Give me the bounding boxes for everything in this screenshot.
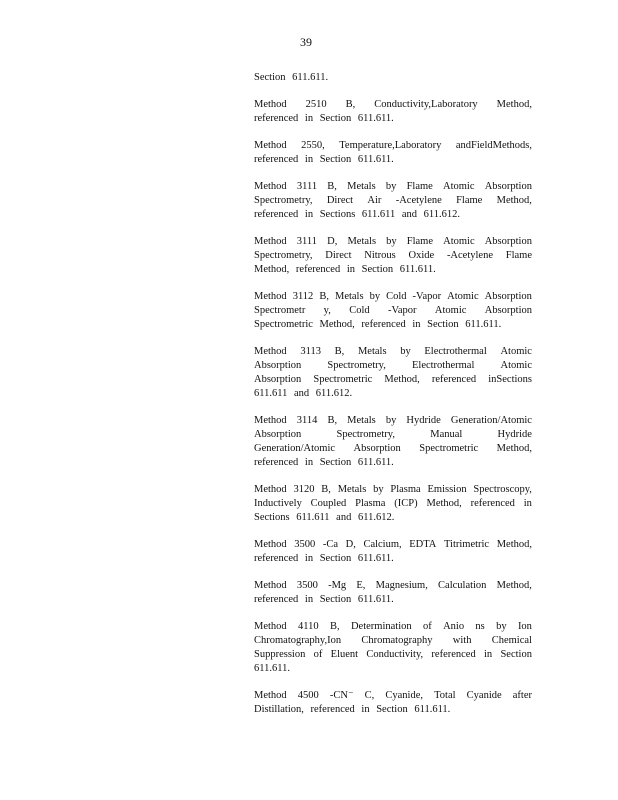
word: Chromatography,Ion bbox=[254, 635, 342, 646]
word: D, bbox=[327, 236, 338, 247]
word: Absorption bbox=[254, 429, 302, 440]
word: Method bbox=[254, 484, 287, 495]
reference-line bbox=[254, 373, 532, 387]
word: by bbox=[385, 181, 397, 192]
reference-line: referenced in Sections 611.611 and 611.612. bbox=[254, 209, 461, 220]
reference-line: referenced in Section 611.611. bbox=[254, 113, 394, 124]
word: Magnesium, bbox=[375, 580, 428, 591]
word: Air bbox=[367, 195, 382, 206]
word: Method bbox=[254, 621, 287, 632]
word: Cold bbox=[386, 291, 407, 302]
word: by bbox=[373, 484, 384, 495]
word: Atomic bbox=[434, 305, 467, 316]
word: Generation/Atomic bbox=[450, 415, 532, 426]
word: Absorption bbox=[484, 291, 532, 302]
word: -Vapor bbox=[412, 291, 442, 302]
reference-entry bbox=[254, 180, 532, 222]
reference-line bbox=[254, 689, 532, 703]
word: Spectrometric bbox=[313, 374, 373, 385]
word: Section bbox=[500, 649, 532, 660]
word: Metals bbox=[347, 181, 376, 192]
word: Coupled bbox=[310, 498, 347, 509]
reference-line bbox=[254, 497, 532, 511]
word: Cold bbox=[349, 305, 370, 316]
word: Electrothermal bbox=[411, 360, 475, 371]
reference-entry bbox=[254, 290, 532, 332]
reference-entry bbox=[254, 71, 532, 85]
word: Determination bbox=[350, 621, 412, 632]
word: 2510 bbox=[305, 99, 327, 110]
word: (ICP) bbox=[394, 498, 418, 509]
word: 3500 bbox=[296, 580, 318, 591]
word: referenced bbox=[431, 374, 477, 385]
word: Atomic bbox=[500, 346, 532, 357]
word: Spectrometric bbox=[419, 443, 479, 454]
word: Hydride bbox=[497, 429, 532, 440]
reference-line: 611.611. bbox=[254, 663, 290, 674]
reference-line: referenced in Section 611.611. bbox=[254, 594, 394, 605]
word: Spectrometry, bbox=[327, 360, 386, 371]
word: with bbox=[452, 635, 472, 646]
word: Method, bbox=[496, 99, 532, 110]
reference-line bbox=[254, 648, 532, 662]
reference-line: referenced in Section 611.611. bbox=[254, 154, 394, 165]
word: Conductivity, bbox=[366, 649, 424, 660]
word: B, bbox=[345, 99, 356, 110]
reference-line bbox=[254, 483, 532, 497]
word: andFieldMethods, bbox=[455, 140, 532, 151]
word: after bbox=[512, 690, 532, 701]
word: Metals bbox=[357, 346, 387, 357]
word: Method bbox=[254, 99, 287, 110]
word: Direct bbox=[326, 195, 354, 206]
word: by bbox=[369, 291, 381, 302]
word: Direct bbox=[325, 250, 352, 261]
word: Spectrometr bbox=[254, 305, 306, 316]
word: 3114 bbox=[296, 415, 318, 426]
word: in bbox=[523, 498, 532, 509]
word: Flame bbox=[505, 250, 532, 261]
reference-entry bbox=[254, 483, 532, 525]
reference-list bbox=[254, 71, 532, 730]
reference-entry bbox=[254, 689, 532, 717]
word: Temperature,Laboratory bbox=[339, 140, 442, 151]
word: Method bbox=[254, 236, 287, 247]
word: Electrothermal bbox=[424, 346, 487, 357]
word: Absorption bbox=[484, 305, 532, 316]
word: 4110 bbox=[298, 621, 319, 632]
word: Absorption bbox=[353, 443, 401, 454]
word: Inductively bbox=[254, 498, 302, 509]
reference-entry bbox=[254, 538, 532, 566]
reference-line bbox=[254, 290, 532, 304]
reference-line: Sections 611.611 and 611.612. bbox=[254, 512, 395, 523]
word: by bbox=[400, 346, 411, 357]
reference-entry bbox=[254, 345, 532, 401]
word: Atomic bbox=[500, 360, 532, 371]
word: Chromatography bbox=[361, 635, 433, 646]
word: B, bbox=[319, 291, 329, 302]
word: by bbox=[496, 621, 507, 632]
word: D, bbox=[345, 539, 356, 550]
word: -CN⁻ bbox=[329, 690, 354, 701]
word: Flame bbox=[406, 181, 433, 192]
word: Atomic bbox=[443, 181, 475, 192]
reference-line: referenced in Section 611.611. bbox=[254, 553, 394, 564]
word: -Acetylene bbox=[446, 250, 493, 261]
word: 4500 bbox=[297, 690, 319, 701]
word: Suppression bbox=[254, 649, 306, 660]
reference-entry bbox=[254, 620, 532, 676]
word: Total bbox=[434, 690, 456, 701]
reference-line: Distillation, referenced in Section 611.611. bbox=[254, 704, 451, 715]
reference-line bbox=[254, 235, 532, 249]
word: in bbox=[484, 649, 493, 660]
reference-line bbox=[254, 139, 532, 153]
word: Plasma bbox=[355, 498, 386, 509]
reference-line bbox=[254, 345, 532, 359]
word: Oxide bbox=[408, 250, 435, 261]
word: inSections bbox=[488, 374, 532, 385]
word: -Vapor bbox=[387, 305, 417, 316]
word: 3112 bbox=[292, 291, 314, 302]
word: by bbox=[385, 415, 397, 426]
word: Conductivity,Laboratory bbox=[374, 99, 478, 110]
page-number: 39 bbox=[300, 35, 312, 49]
word: Spectrometry, bbox=[254, 250, 313, 261]
reference-entry bbox=[254, 139, 532, 167]
word: ns bbox=[475, 621, 485, 632]
word: Method bbox=[254, 539, 287, 550]
reference-line bbox=[254, 428, 532, 442]
word: B, bbox=[327, 415, 338, 426]
reference-line: 611.611 and 611.612. bbox=[254, 388, 353, 399]
word: Absorption bbox=[254, 360, 302, 371]
word: Ion bbox=[517, 621, 532, 632]
reference-line bbox=[254, 538, 532, 552]
word: y, bbox=[323, 305, 331, 316]
word: C, bbox=[364, 690, 375, 701]
word: Spectrometry, bbox=[336, 429, 395, 440]
word: Metals bbox=[347, 236, 377, 247]
word: B, bbox=[327, 181, 337, 192]
reference-entry bbox=[254, 98, 532, 126]
reference-entry bbox=[254, 414, 532, 470]
word: Chemical bbox=[491, 635, 532, 646]
word: Method, bbox=[496, 443, 532, 454]
word: Absorption bbox=[484, 236, 532, 247]
reference-entry bbox=[254, 579, 532, 607]
word: Method bbox=[254, 690, 287, 701]
word: B, bbox=[321, 484, 331, 495]
reference-line: referenced in Section 611.611. bbox=[254, 457, 394, 468]
word: 3111 bbox=[296, 181, 318, 192]
word: Absorption bbox=[254, 374, 302, 385]
word: Metals bbox=[337, 484, 367, 495]
word: Nitrous bbox=[364, 250, 396, 261]
reference-line: Method, referenced in Section 611.611. bbox=[254, 264, 436, 275]
word: -Acetylene bbox=[395, 195, 442, 206]
word: Emission bbox=[427, 484, 467, 495]
word: 3120 bbox=[293, 484, 315, 495]
word: 3111 bbox=[296, 236, 318, 247]
word: B, bbox=[334, 346, 345, 357]
reference-entry bbox=[254, 235, 532, 277]
reference-line bbox=[254, 579, 532, 593]
word: Plasma bbox=[390, 484, 421, 495]
reference-line bbox=[254, 249, 532, 263]
word: Metals bbox=[334, 291, 364, 302]
word: Titrimetric bbox=[443, 539, 490, 550]
word: of bbox=[422, 621, 432, 632]
word: Method bbox=[254, 415, 287, 426]
word: Metals bbox=[347, 415, 376, 426]
word: 3500 bbox=[294, 539, 316, 550]
word: Cyanide, bbox=[385, 690, 423, 701]
reference-line bbox=[254, 194, 532, 208]
word: Method bbox=[254, 291, 287, 302]
word: Spectrometry, bbox=[254, 195, 313, 206]
word: by bbox=[386, 236, 397, 247]
word: 2550, bbox=[301, 140, 325, 151]
word: Atomic bbox=[443, 236, 475, 247]
word: Method, bbox=[496, 195, 532, 206]
word: Manual bbox=[430, 429, 463, 440]
word: Method bbox=[254, 181, 287, 192]
word: Hydride bbox=[406, 415, 441, 426]
word: EDTA bbox=[409, 539, 437, 550]
word: Method bbox=[254, 580, 287, 591]
reference-line: Spectrometric Method, referenced in Section 611.611. bbox=[254, 319, 502, 330]
reference-line bbox=[254, 304, 532, 318]
word: referenced bbox=[431, 649, 476, 660]
word: E, bbox=[356, 580, 366, 591]
word: Absorption bbox=[484, 181, 532, 192]
word: of bbox=[313, 649, 323, 660]
word: Spectroscopy, bbox=[473, 484, 532, 495]
word: Method, bbox=[496, 580, 532, 591]
word: referenced bbox=[470, 498, 515, 509]
word: Eluent bbox=[330, 649, 359, 660]
reference-line bbox=[254, 442, 532, 456]
word: B, bbox=[329, 621, 340, 632]
reference-line: Section 611.611. bbox=[254, 72, 329, 83]
word: Method, bbox=[426, 498, 462, 509]
reference-line bbox=[254, 634, 532, 648]
reference-line bbox=[254, 98, 532, 112]
word: Generation/Atomic bbox=[254, 443, 336, 454]
word: Method bbox=[254, 140, 287, 151]
word: Calcium, bbox=[363, 539, 402, 550]
word: Anio bbox=[443, 621, 465, 632]
word: Flame bbox=[406, 236, 433, 247]
word: 3113 bbox=[300, 346, 321, 357]
word: -Mg bbox=[328, 580, 347, 591]
word: -Ca bbox=[322, 539, 339, 550]
word: Cyanide bbox=[466, 690, 502, 701]
reference-line bbox=[254, 414, 532, 428]
reference-line bbox=[254, 620, 532, 634]
word: Method, bbox=[496, 539, 532, 550]
word: Flame bbox=[456, 195, 483, 206]
word: Method bbox=[254, 346, 287, 357]
word: Atomic bbox=[447, 291, 479, 302]
word: Method, bbox=[384, 374, 420, 385]
reference-line bbox=[254, 359, 532, 373]
reference-line bbox=[254, 180, 532, 194]
word: Calculation bbox=[438, 580, 487, 591]
